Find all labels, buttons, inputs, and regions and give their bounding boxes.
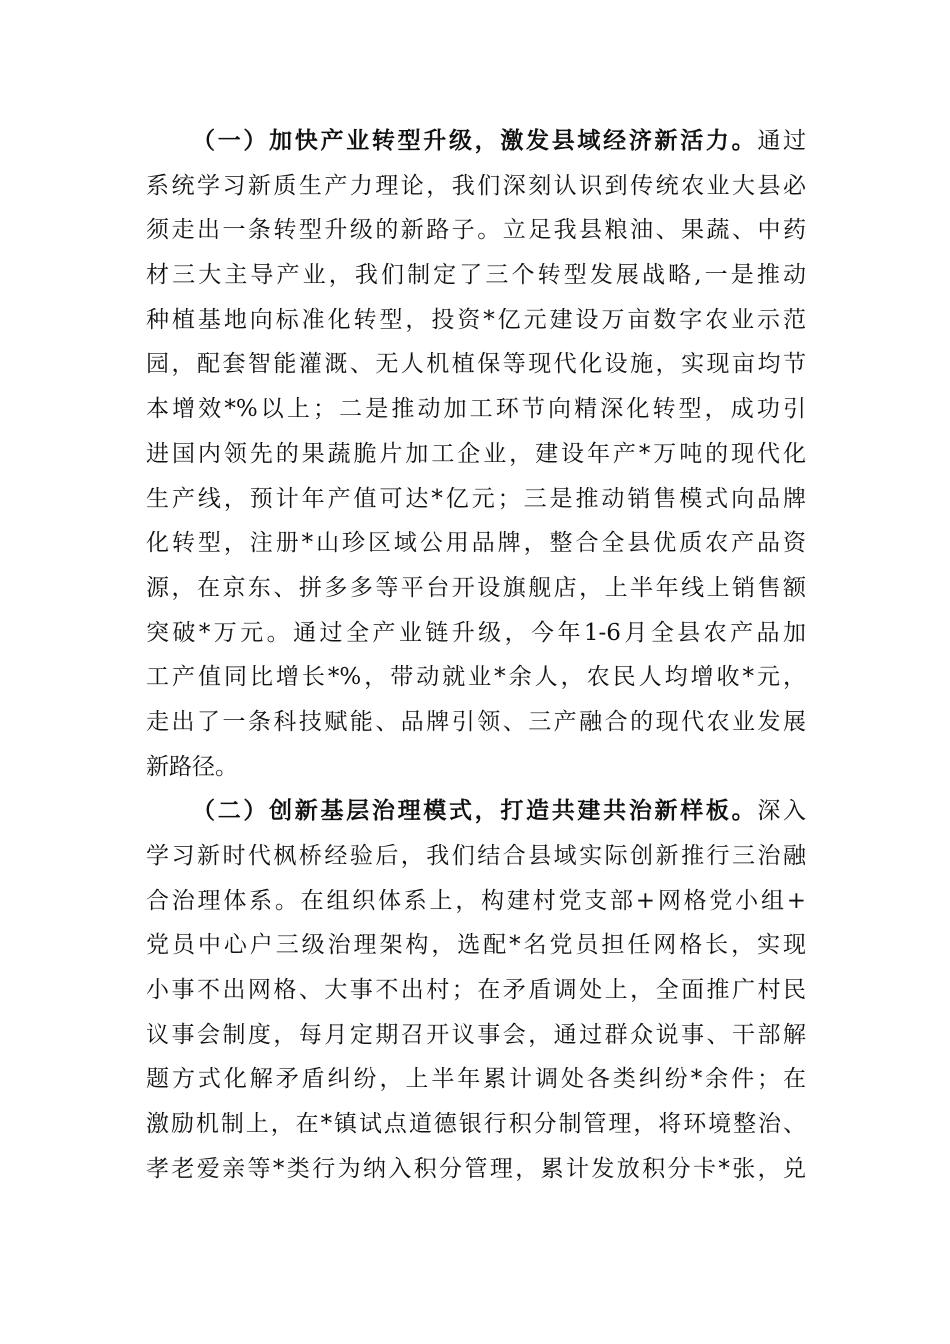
section2-line-6: 题方式化解矛盾纠纷，上半年累计调处各类纠纷*余件；在	[146, 1066, 806, 1093]
section1-line-12: 工产值同比增长*%，带动就业*余人，农民人均增收*元，	[146, 664, 806, 691]
section2-line-1: 学习新时代枫桥经验后，我们结合县域实际创新推行三治融	[146, 843, 806, 869]
section1-line-6: 本增效*%以上；二是推动加工环节向精深化转型，成功引	[146, 396, 806, 423]
document-body	[146, 119, 806, 1192]
section2-line-4: 小事不出网格、大事不出村；在矛盾调处上，全面推广村民	[146, 977, 806, 1004]
section1-line-3: 材三大主导产业，我们制定了三个转型发展战略,一是推动	[146, 262, 806, 289]
section1-line-2: 须走出一条转型升级的新路子。立足我县粮油、果蔬、中药	[146, 217, 806, 244]
section2-line-5: 议事会制度，每月定期召开议事会，通过群众说事、干部解	[146, 1021, 806, 1048]
section1-line-4: 种植基地向标准化转型，投资*亿元建设万亩数字农业示范	[146, 306, 806, 333]
section1-line-7: 进国内领先的果蔬脆片加工企业，建设年产*万吨的现代化	[146, 440, 806, 467]
section2-line-3: 党员中心户三级治理架构，选配*名党员担任网格长，实现	[146, 932, 806, 959]
section2-heading: （二）创新基层治理模式，打造共建共治新样板。	[192, 797, 758, 825]
section1-line-14: 新路径。	[146, 753, 238, 780]
section1-first-line	[146, 119, 806, 164]
section1-line-10: 源，在京东、拼多多等平台开设旗舰店，上半年线上销售额	[146, 574, 806, 601]
section1-line-13: 走出了一条科技赋能、品牌引领、三产融合的现代农业发展	[146, 708, 806, 735]
section1-line-0: 通过	[757, 128, 807, 154]
section1-line-11: 突破*万元。通过全产业链升级，今年1-6月全县农产品加	[146, 619, 806, 646]
section2-line-8: 孝老爱亲等*类行为纳入积分管理，累计发放积分卡*张，兑	[146, 1155, 806, 1182]
section2-line-0: 深入	[757, 798, 807, 825]
section1-line-9: 化转型，注册*山珍区域公用品牌，整合全县优质农产品资	[146, 530, 806, 557]
section1-line-5: 园，配套智能灌溉、无人机植保等现代化设施，实现亩均节	[146, 351, 806, 378]
section2-first-line	[146, 789, 806, 834]
section1-heading: （一）加快产业转型升级，激发县域经济新活力。	[192, 127, 758, 154]
section2-line-7: 激励机制上，在*镇试点道德银行积分制管理，将环境整治、	[146, 1111, 806, 1138]
section1-line-8: 生产线，预计年产值可达*亿元；三是推动销售模式向品牌	[146, 485, 806, 512]
section2-line-2: 合治理体系。在组织体系上，构建村党支部+网格党小组+	[146, 887, 806, 914]
section1-line-1: 系统学习新质生产力理论，我们深刻认识到传统农业大县必	[146, 172, 806, 199]
